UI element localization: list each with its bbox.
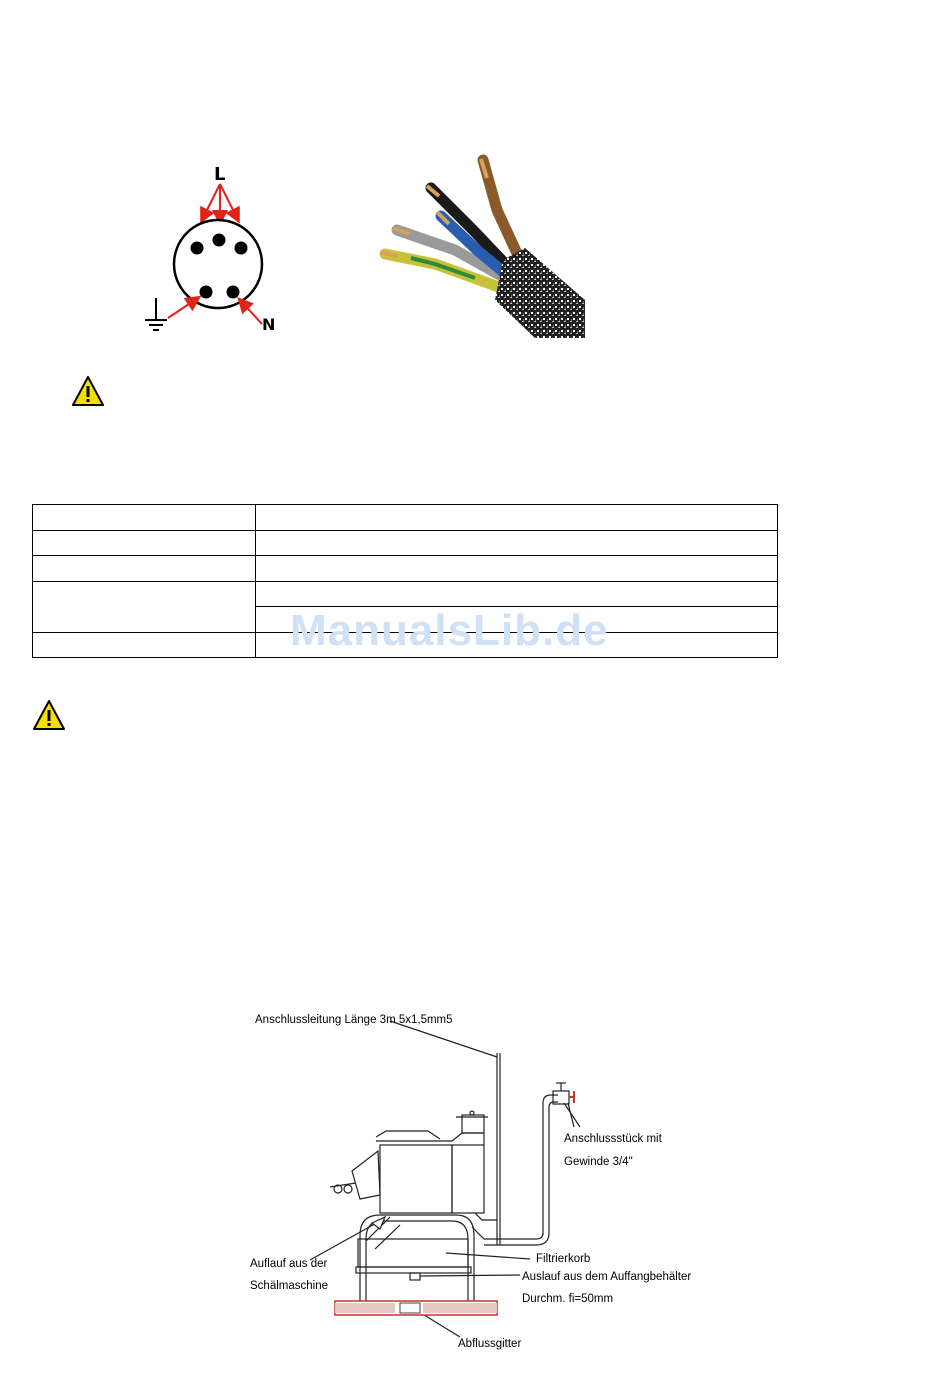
pin-l2: [213, 234, 226, 247]
ground-icon: [145, 298, 167, 330]
table-cell: [33, 530, 256, 556]
plug-pin-diagram: [130, 160, 300, 340]
pin-neutral: [227, 286, 240, 299]
table-cell: [256, 505, 778, 531]
connector-label-1: Anschlussstück mit: [564, 1133, 662, 1145]
inlet-label-1: Auflauf aus der: [250, 1258, 328, 1270]
drain-label: Abflussgitter: [458, 1338, 522, 1350]
table-cell: [256, 581, 778, 607]
pin-earth: [200, 286, 213, 299]
cable-photo: [375, 150, 590, 345]
table-cell: [33, 505, 256, 531]
warning-triangle-icon: [32, 699, 66, 731]
pin-l3: [235, 242, 248, 255]
filter-label: Filtrierkorb: [536, 1253, 591, 1265]
outlet-label: Auslauf aus dem Auffangbehälter: [522, 1271, 692, 1283]
pin-l1: [191, 242, 204, 255]
phase-label: L: [214, 164, 226, 185]
installation-diagram: [240, 1005, 710, 1355]
table-cell: [33, 556, 256, 582]
watermark: ManualsLib.de: [290, 606, 609, 655]
table-cell: [256, 632, 778, 658]
diameter-label: Durchm. fi=50mm: [522, 1293, 614, 1305]
neutral-label: N: [262, 315, 276, 334]
inlet-label-2: Schälmaschine: [250, 1280, 328, 1292]
table-row: [33, 556, 778, 582]
table-row: [33, 632, 778, 658]
table-row: [33, 581, 778, 607]
table-cell: [256, 530, 778, 556]
table-cell: [33, 581, 256, 632]
connector-label-2: Gewinde 3/4": [564, 1156, 633, 1168]
table-row: [33, 505, 778, 531]
table-row: [33, 530, 778, 556]
table-cell: [256, 607, 778, 633]
spec-table: [32, 504, 778, 658]
cable-label: Anschlussleitung Länge 3m 5x1,5mm5: [255, 1014, 453, 1026]
floor-section: [335, 1301, 497, 1315]
table-cell: [33, 632, 256, 658]
table-cell: [256, 556, 778, 582]
socket-outline: [174, 220, 262, 308]
warning-triangle-icon: [71, 375, 105, 407]
